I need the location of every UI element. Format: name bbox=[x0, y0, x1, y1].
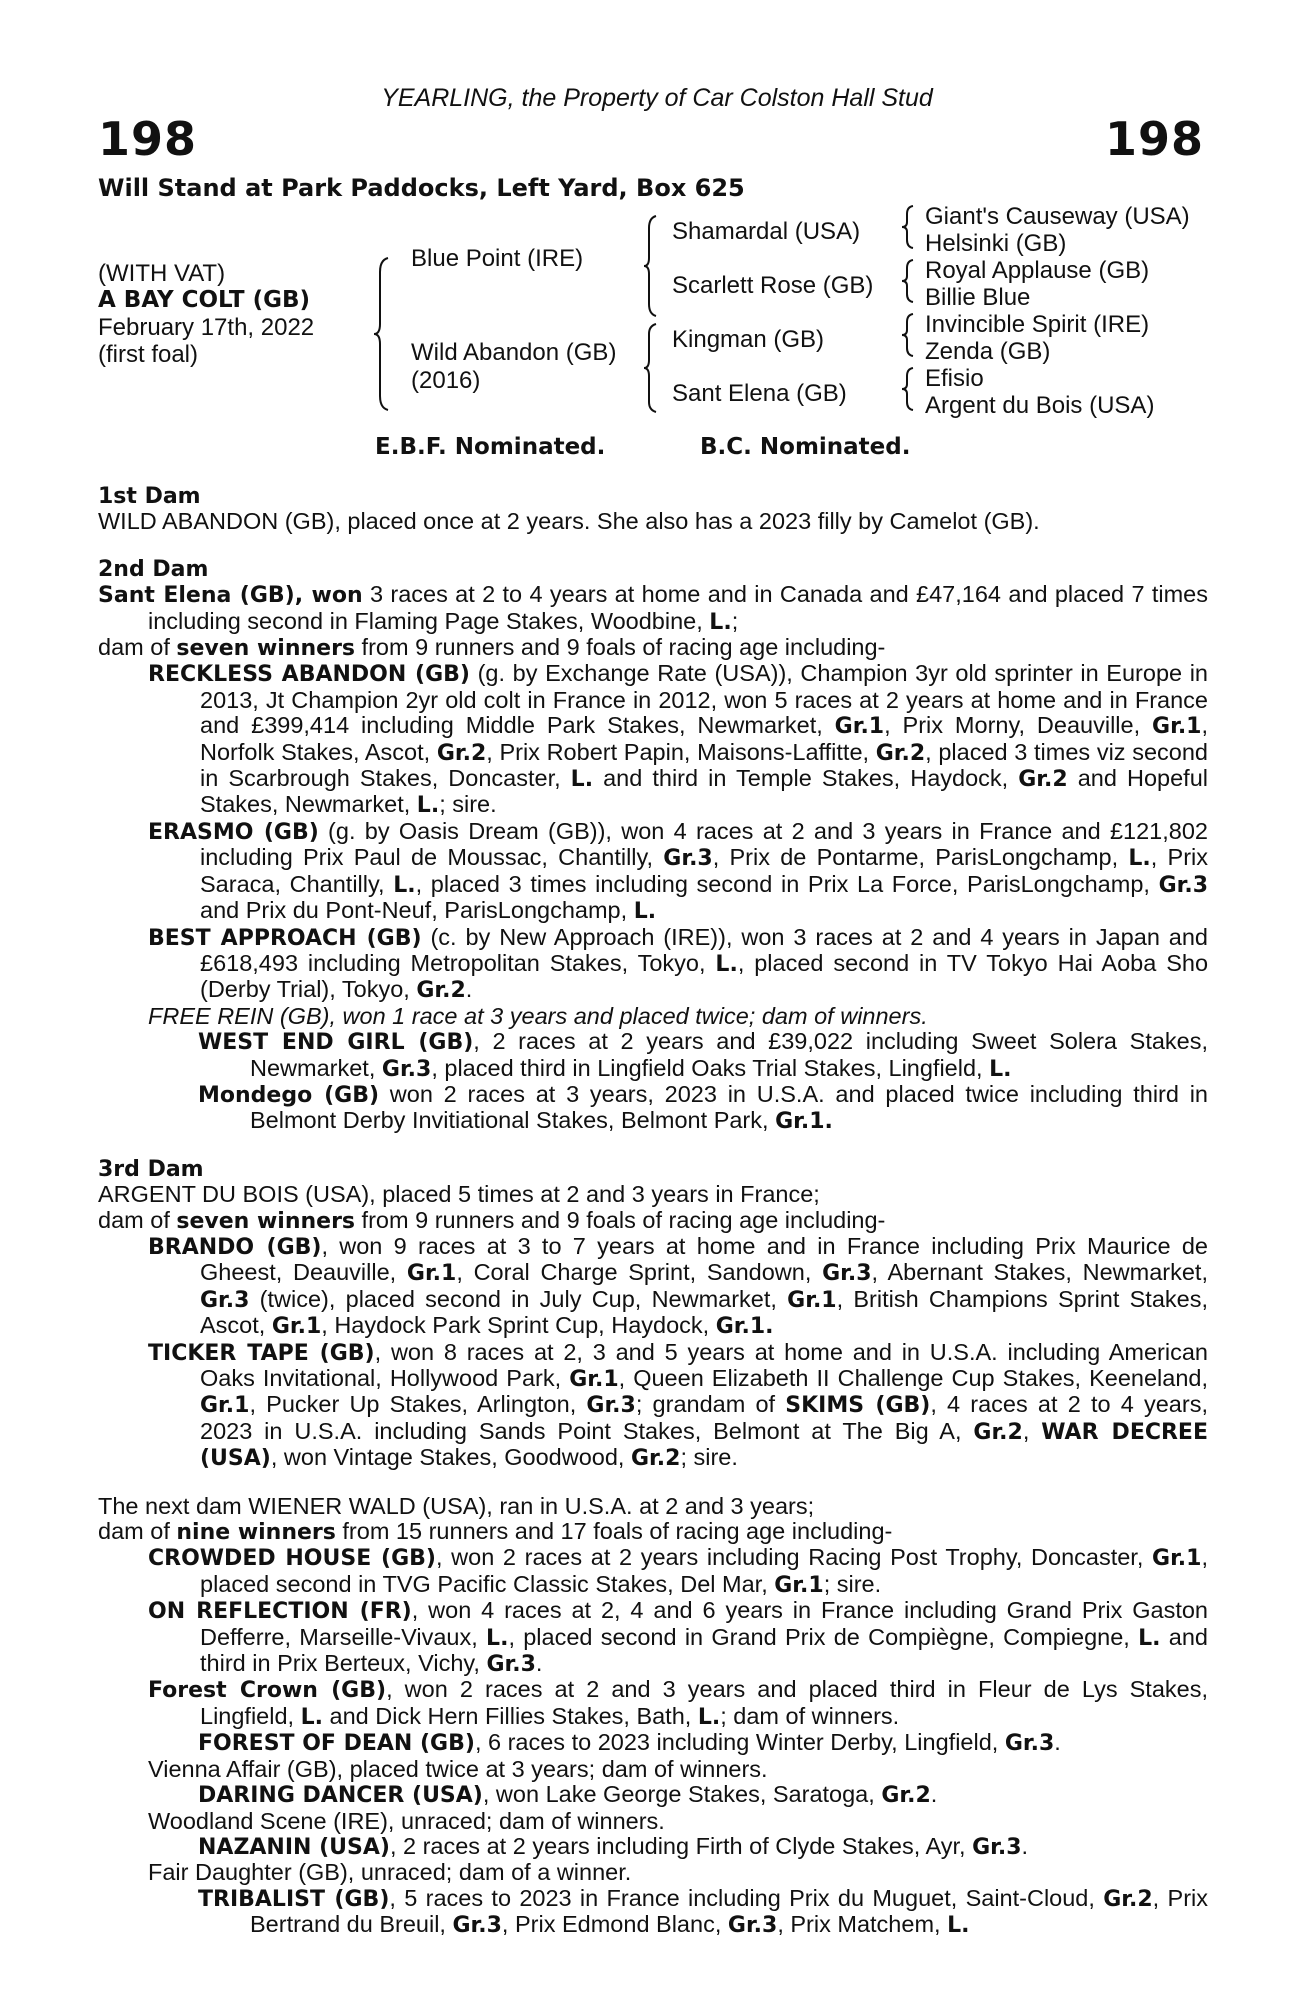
pedigree-dam-year: (2016) bbox=[411, 367, 481, 394]
pedigree-brace-sire bbox=[642, 212, 662, 322]
pedigree-g7: Efisio bbox=[925, 365, 984, 392]
pedigree-dam: Wild Abandon (GB) bbox=[411, 339, 617, 366]
progeny-mondego: Mondego (GB) won 2 races at 3 years, 2023 in U.S.A. and placed twice including third in Belmont Derby Invitiational Stakes, Belmont Park, Gr.1. bbox=[198, 1080, 1209, 1135]
third-dam-produce: dam of seven winners from 9 runners and 9 foals of racing age including- bbox=[98, 1206, 886, 1234]
pedigree-brace-main bbox=[372, 254, 394, 414]
pedigree-dam-dam: Sant Elena (GB) bbox=[672, 380, 847, 407]
progeny-west-end-girl: WEST END GIRL (GB), 2 races at 2 years and £39,022 including Sweet Solera Stakes, Newmarket, Gr.3, placed third in Lingfield Oaks Trial Stakes, Lingfield, L. bbox=[198, 1028, 1209, 1082]
horse-name: A BAY COLT (GB) bbox=[98, 287, 311, 313]
pedigree-g2: Helsinki (GB) bbox=[925, 230, 1067, 257]
progeny-daring-dancer: DARING DANCER (USA), won Lake George Stakes, Saratoga, Gr.2. bbox=[198, 1781, 938, 1809]
progeny-brando: BRANDO (GB), won 9 races at 3 to 7 years at home and in France including Prix Maurice de Gheest, Deauville, Gr.1, Coral Charge Sprint, Sandown, Gr.3, Abernant Stakes, Newmarket, Gr.3 (twice), placed second in July Cup, Newmarket, Gr.1, British Champions Sprint Stakes, Ascot, Gr.1, Haydock Park Sprint Cup, Haydock, Gr.1. bbox=[148, 1232, 1209, 1340]
progeny-forest-crown: Forest Crown (GB), won 2 races at 2 and 3 years and placed third in Fleur de Lys Stakes, Lingfield, L. and Dick Hern Fillies Stakes, Bath, L.; dam of winners. bbox=[148, 1676, 1209, 1730]
bc-nomination: B.C. Nominated. bbox=[700, 434, 911, 460]
pedigree-g4: Billie Blue bbox=[925, 284, 1031, 311]
vat-label: (WITH VAT) bbox=[98, 260, 226, 287]
next-dam-intro: The next dam WIENER WALD (USA), ran in U.S.A. at 2 and 3 years; bbox=[98, 1492, 815, 1519]
second-dam-produce: dam of seven winners from 9 runners and 9 foals of racing age including- bbox=[98, 634, 886, 662]
pedigree-g8: Argent du Bois (USA) bbox=[925, 392, 1155, 419]
pedigree-brace-g12 bbox=[900, 202, 918, 252]
pedigree-g3: Royal Applause (GB) bbox=[925, 257, 1150, 284]
progeny-best-approach: BEST APPROACH (GB) (c. by New Approach (IRE)), won 3 races at 2 and 4 years in Japan and £618,493 including Metropolitan Stakes, Tokyo, L., placed second in TV Tokyo Hai Aoba Sho (Derby Trial), Tokyo, Gr.2. bbox=[148, 923, 1209, 1004]
first-dam-heading: 1st Dam bbox=[98, 484, 201, 509]
progeny-reckless-abandon: RECKLESS ABANDON (GB) (g. by Exchange Rate (USA)), Champion 3yr old sprinter in Europe in 2013, Jt Champion 2yr old colt in France in 2012, won 5 races at 2 years at home and in France and £399,414 including Middle Park Stakes, Newmarket, Gr.1, Prix Morny, Deauville, Gr.1, Norfolk Stakes, Ascot, Gr.2, Prix Robert Papin, Maisons-Laffitte, Gr.2, placed 3 times viz second in Scarbrough Stakes, Doncaster, L. and third in Temple Stakes, Haydock, Gr.2 and Hopeful Stakes, Newmarket, L.; sire. bbox=[148, 660, 1209, 819]
progeny-ticker-tape: TICKER TAPE (GB), won 8 races at 2, 3 and 5 years at home and in U.S.A. including American Oaks Invitational, Hollywood Park, Gr.1, Queen Elizabeth II Challenge Cup Stakes, Keeneland, Gr.1, Pucker Up Stakes, Arlington, Gr.3; grandam of SKIMS (GB), 4 races at 2 to 4 years, 2023 in U.S.A. including Sands Point Stakes, Belmont at The Big A, Gr.2, WAR DECREE (USA), won Vintage Stakes, Goodwood, Gr.2; sire. bbox=[148, 1338, 1208, 1472]
catalogue-subtitle: YEARLING, the Property of Car Colston Hall Stud bbox=[381, 84, 933, 112]
pedigree-sire: Blue Point (IRE) bbox=[411, 245, 584, 272]
progeny-vienna-affair: Vienna Affair (GB), placed twice at 3 years; dam of winners. bbox=[148, 1755, 768, 1782]
lot-number-left: 198 bbox=[98, 112, 198, 166]
pedigree-brace-g56 bbox=[900, 310, 918, 360]
pedigree-brace-dam bbox=[642, 320, 662, 416]
progeny-forest-of-dean: FOREST OF DEAN (GB), 6 races to 2023 including Winter Derby, Lingfield, Gr.3. bbox=[198, 1729, 1061, 1757]
progeny-tribalist: TRIBALIST (GB), 5 races to 2023 in France including Prix du Muguet, Saint-Cloud, Gr.2, Prix Bertrand du Breuil, Gr.3, Prix Edmond Blanc, Gr.3, Prix Matchem, L. bbox=[198, 1884, 1208, 1939]
progeny-fair-daughter: Fair Daughter (GB), unraced; dam of a winner. bbox=[148, 1859, 632, 1886]
progeny-on-reflection: ON REFLECTION (FR), won 4 races at 2, 4 and 6 years in France including Grand Prix Gaston Defferre, Marseille-Vivaux, L., placed second in Grand Prix de Compiègne, Compiegne, L. and third in Prix Berteux, Vichy, Gr.3. bbox=[148, 1597, 1208, 1678]
progeny-woodland-scene: Woodland Scene (IRE), unraced; dam of winners. bbox=[148, 1807, 665, 1834]
foaling-date: February 17th, 2022 bbox=[98, 314, 315, 341]
progeny-crowded-house: CROWDED HOUSE (GB), won 2 races at 2 years including Racing Post Trophy, Doncaster, Gr.1, placed second in TVG Pacific Classic Stakes, Del Mar, Gr.1; sire. bbox=[148, 1544, 1208, 1598]
pedigree-brace-g34 bbox=[900, 256, 918, 306]
pedigree-sire-sire: Shamardal (USA) bbox=[672, 218, 861, 245]
first-dam-text: WILD ABANDON (GB), placed once at 2 years. She also has a 2023 filly by Camelot (GB). bbox=[98, 508, 1040, 535]
stand-location: Will Stand at Park Paddocks, Left Yard, Box 625 bbox=[98, 174, 745, 202]
lot-number-right: 198 bbox=[1104, 112, 1204, 166]
next-dam-produce: dam of nine winners from 15 runners and 17 foals of racing age including- bbox=[98, 1518, 893, 1546]
pedigree-sire-dam: Scarlett Rose (GB) bbox=[672, 272, 874, 299]
ebf-nomination: E.B.F. Nominated. bbox=[375, 434, 606, 460]
progeny-erasmo: ERASMO (GB) (g. by Oasis Dream (GB)), won 4 races at 2 and 3 years in France and £121,802 including Prix Paul de Moussac, Chantilly, Gr.3, Prix de Pontarme, ParisLongchamp, L., Prix Saraca, Chantilly, L., placed 3 times including second in Prix La Force, ParisLongchamp, Gr.3 and Prix du Pont-Neuf, ParisLongchamp, L. bbox=[148, 817, 1209, 925]
second-dam-intro: Sant Elena (GB), won 3 races at 2 to 4 years at home and in Canada and £47,164 and placed 7 times including second in Flaming Page Stakes, Woodbine, L.; bbox=[98, 581, 1208, 635]
pedigree-brace-g78 bbox=[900, 364, 918, 414]
foal-note: (first foal) bbox=[98, 341, 199, 368]
pedigree-dam-sire: Kingman (GB) bbox=[672, 326, 825, 353]
progeny-nazanin: NAZANIN (USA), 2 races at 2 years including Firth of Clyde Stakes, Ayr, Gr.3. bbox=[198, 1832, 1029, 1860]
pedigree-g6: Zenda (GB) bbox=[925, 338, 1051, 365]
pedigree-g1: Giant's Causeway (USA) bbox=[925, 203, 1190, 230]
pedigree-g5: Invincible Spirit (IRE) bbox=[925, 311, 1150, 338]
third-dam-intro: ARGENT DU BOIS (USA), placed 5 times at 2 and 3 years in France; bbox=[98, 1181, 820, 1208]
third-dam-heading: 3rd Dam bbox=[98, 1156, 204, 1182]
second-dam-heading: 2nd Dam bbox=[98, 556, 209, 582]
pedigree-notes bbox=[98, 484, 1208, 1939]
progeny-free-rein: FREE REIN (GB), won 1 race at 3 years and placed twice; dam of winners. bbox=[148, 1002, 928, 1029]
